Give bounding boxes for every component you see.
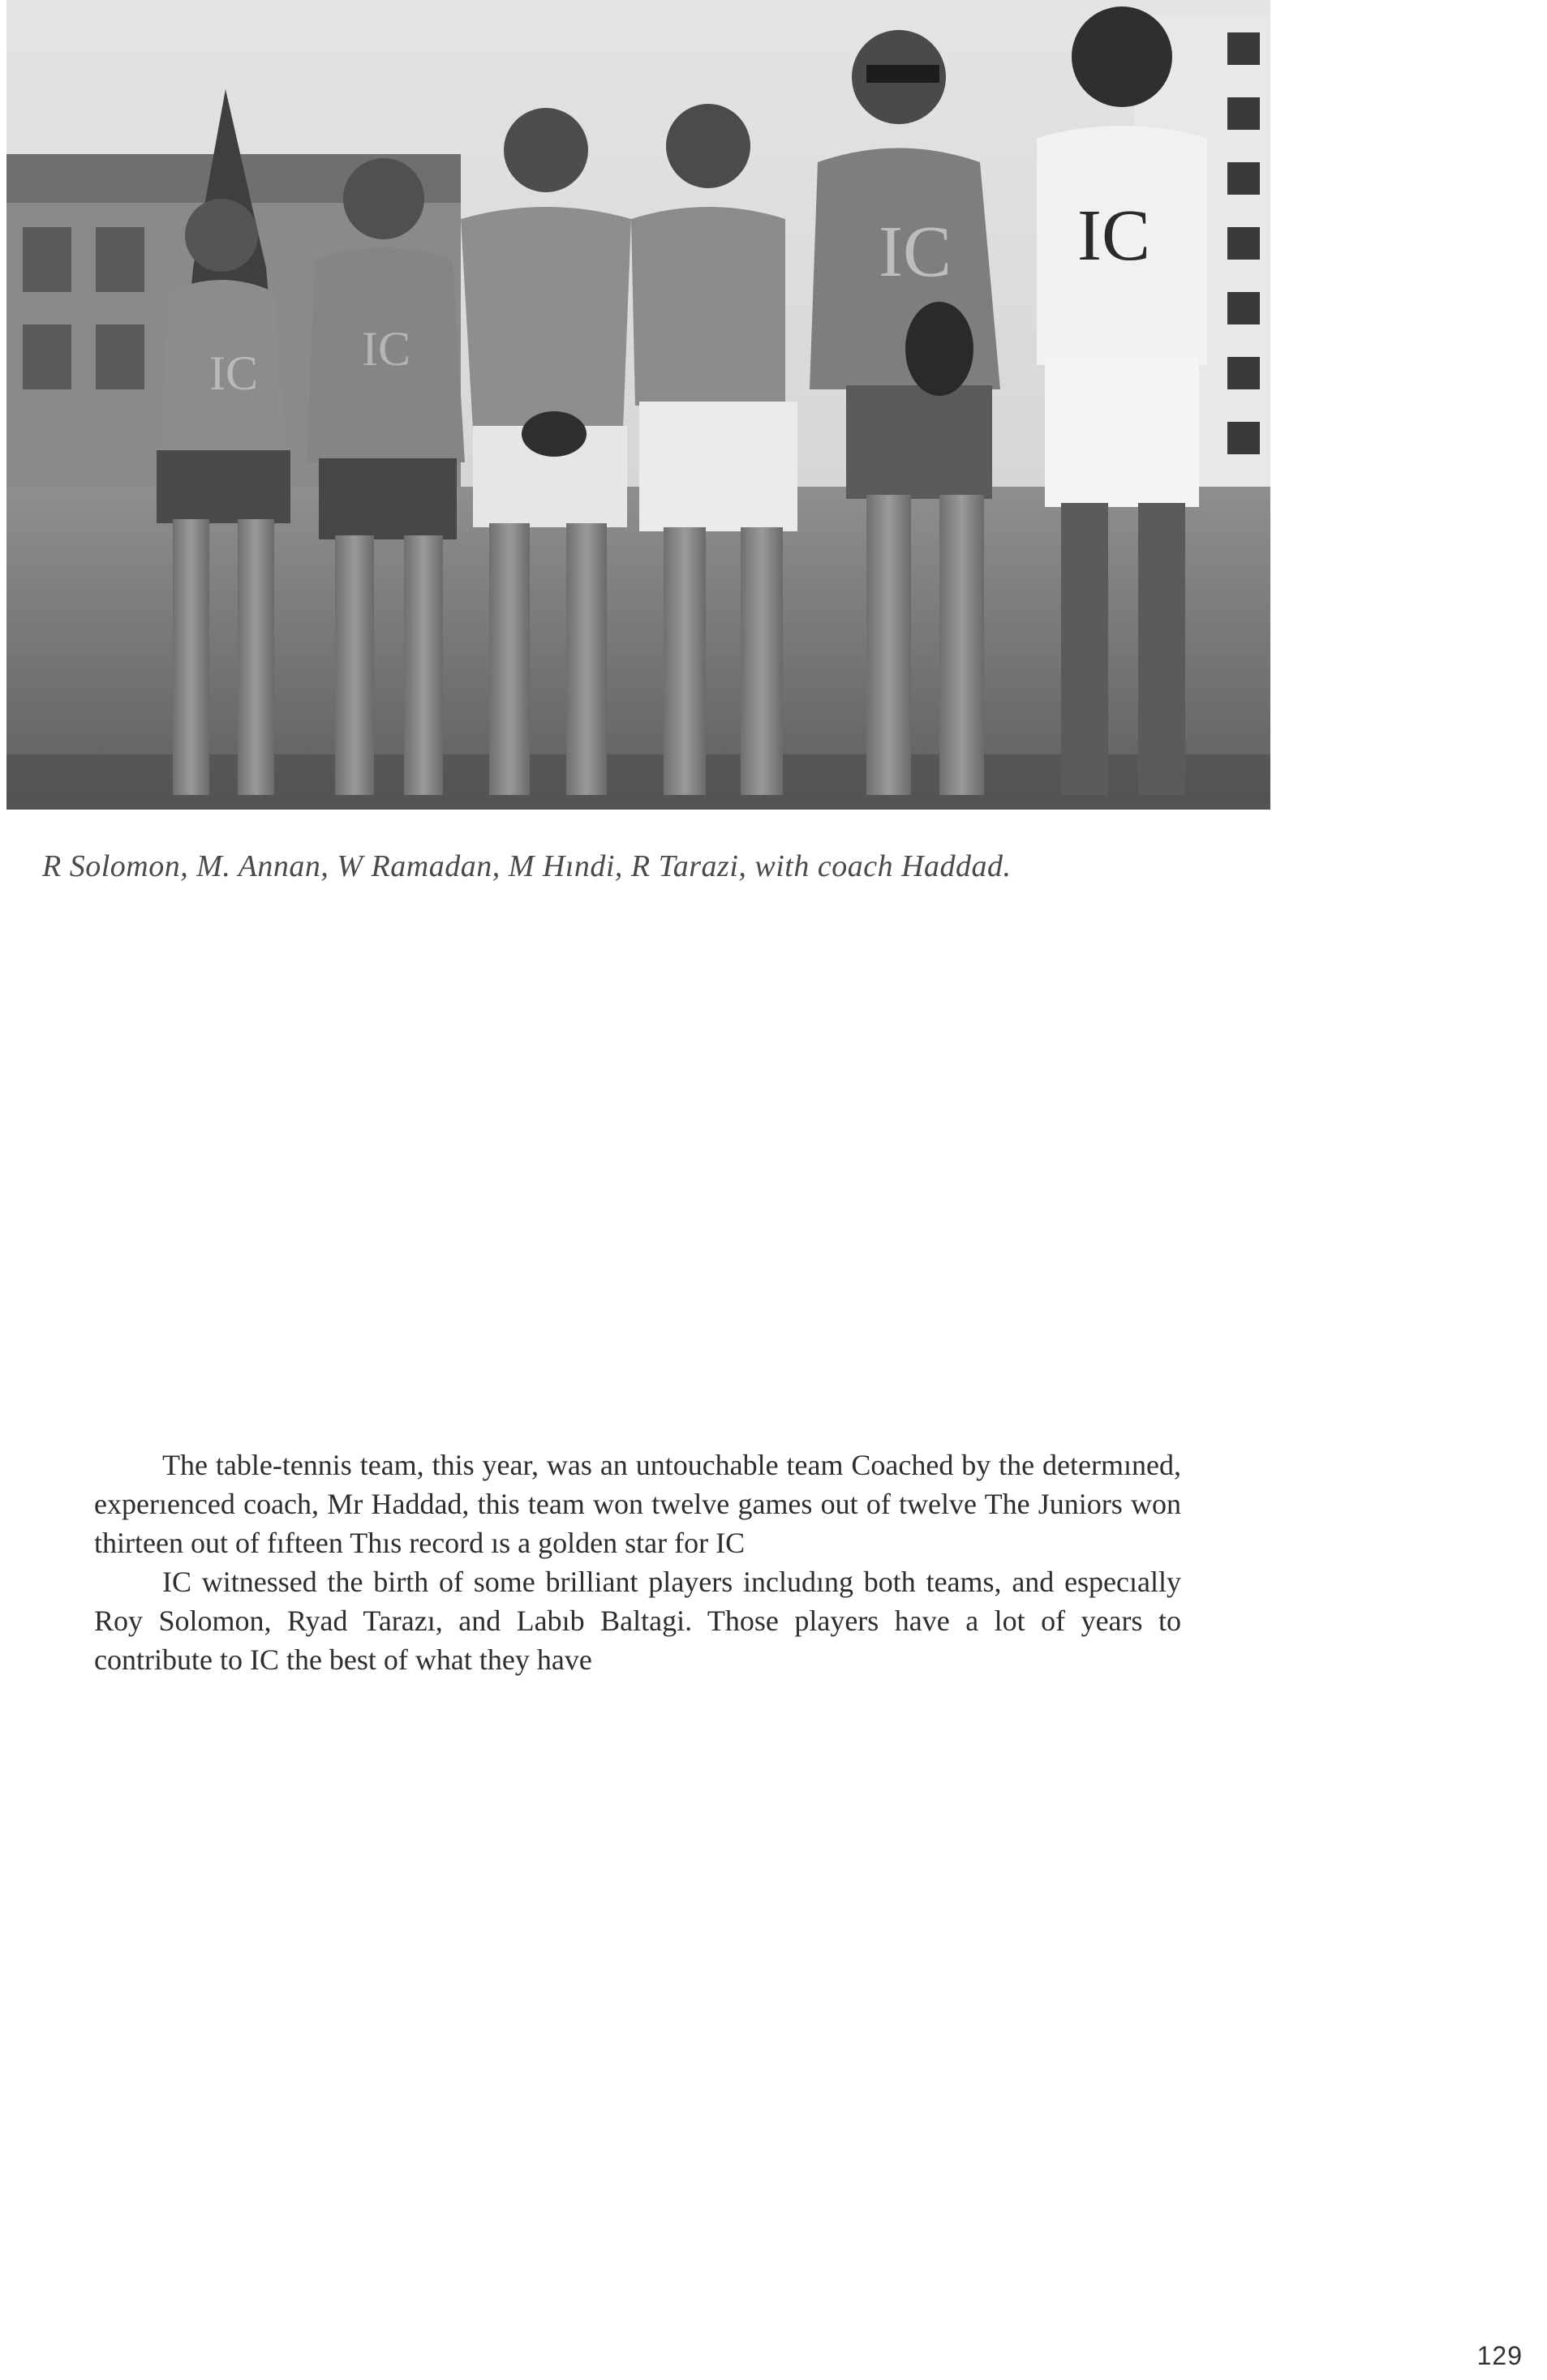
article-paragraph: The table-tennis team, this year, was an untouchable team Coached by the determıned, experıenced coach, Mr Haddad, this team won twelve games out of twelve The Juniors won thirteen out of fıfteen Thıs record ıs a golden star for IC [94,1449,1181,1559]
ic-logo: IC [362,322,410,376]
photo-caption: R Solomon, M. Annan, W Ramadan, M Hındi, R Tarazi, with coach Haddad. [42,849,1012,883]
ic-logo: IC [879,212,952,292]
article-body [94,1446,1181,1679]
ic-logo: IC [1077,195,1150,276]
page-number: 129 [1476,2341,1523,2370]
article-paragraph: IC witnessed the birth of some brilliant players includıng both teams, and especıally Roy Solomon, Ryad Tarazı, and Labıb Baltagi. Those players have a lot of years to contribute to IC the best of what they have [94,1566,1181,1676]
ic-logo: IC [209,346,258,400]
team-photo [6,0,1270,810]
team-photo-image [6,0,1270,810]
